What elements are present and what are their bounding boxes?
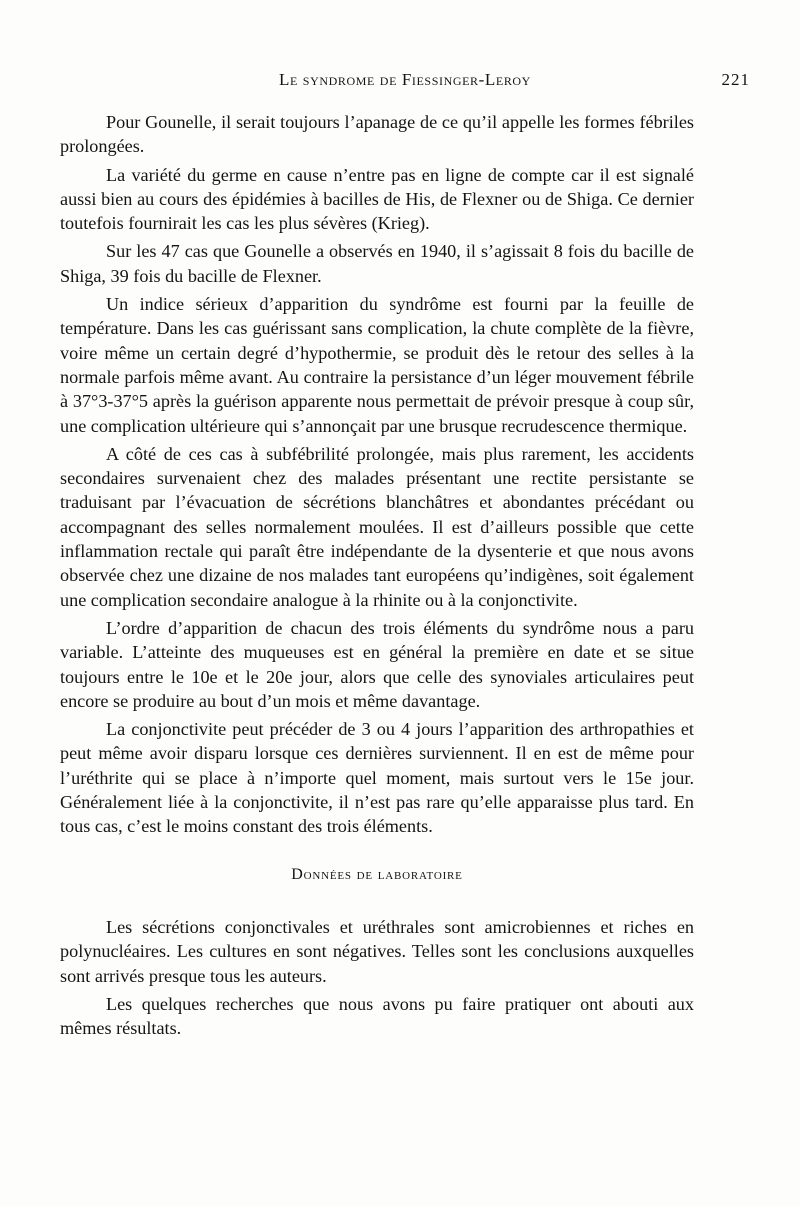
body-text <box>60 110 694 1044</box>
paragraph: Les sécrétions conjonctivales et uréthrales sont amicrobiennes et riches en polynucléaires. Les cultures en sont négatives. Telles sont les conclusions auxquelles sont arrivés presque tous les auteurs. <box>60 916 694 986</box>
paragraph: A côté de ces cas à subfébrilité prolongée, mais plus rarement, les accidents secondaires survenaient chez des malades présentant une rectite persistante se traduisant par l’évacuation de sécrétions blanchâtres et abondantes précédant ou accompagnant des selles normalement moulées. Il est d’ailleurs possible que cette inflammation rectale qui paraît être indépendante de la dysenterie et que nous avons observée chez une dizaine de nos malades tant européens qu’indigènes, soit également une complication secondaire analogue à la rhinite ou à la conjonctivite. <box>60 443 694 610</box>
paragraph: La variété du germe en cause n’entre pas en ligne de compte car il est signalé aussi bien au cours des épidémies à bacilles de His, de Flexner ou de Shiga. Ce dernier toutefois fournirait les cas les plus sévères (Krieg). <box>60 164 694 234</box>
section-heading: Données de laboratoire <box>291 865 463 883</box>
paragraph: Sur les 47 cas que Gounelle a observés en 1940, il s’agissait 8 fois du bacille de Shiga, 39 fois du bacille de Flexner. <box>60 241 694 286</box>
paragraph: Pour Gounelle, il serait toujours l’apanage de ce qu’il appelle les formes fébriles prolongées. <box>60 112 694 157</box>
paragraph: L’ordre d’apparition de chacun des trois éléments du syndrôme nous a paru variable. L’atteinte des muqueuses est en général la première en date et se situe toujours entre le 10e et le 20e jour, alors que celle des synoviales articulaires peut encore se produire au bout d’un mois et même davantage. <box>60 617 694 711</box>
paragraph: Les quelques recherches que nous avons pu faire pratiquer ont abouti aux mêmes résultats. <box>60 993 694 1039</box>
page-number: 221 <box>721 70 750 89</box>
running-head <box>60 70 750 96</box>
paragraph: La conjonctivite peut précéder de 3 ou 4 jours l’apparition des arthropathies et peut même avoir disparu lorsque ces dernières surviennent. Il en est de même pour l’uréthrite qui se place à n’importe quel moment, mais surtout vers le 15e jour. Généralement liée à la conjonctivite, il n’est pas rare qu’elle apparaisse plus tard. En tous cas, c’est le moins constant des trois éléments. <box>60 719 694 837</box>
running-title: Le syndrome de Fiessinger-Leroy <box>279 70 531 89</box>
paragraph: Un indice sérieux d’apparition du syndrôme est fourni par la feuille de température. Dans les cas guérissant sans complication, la chute complète de la fièvre, voire même un certain degré d’hypothermie, se produit dès le retour des selles à la normale parfois même avant. Au contraire la persistance d’un léger mouvement fébrile à 37°3-37°5 après la guérison apparente nous permettait de prévoir presque à coup sûr, une complication ultérieure qui s’annonçait par une brusque recrudescence thermique. <box>60 294 694 436</box>
